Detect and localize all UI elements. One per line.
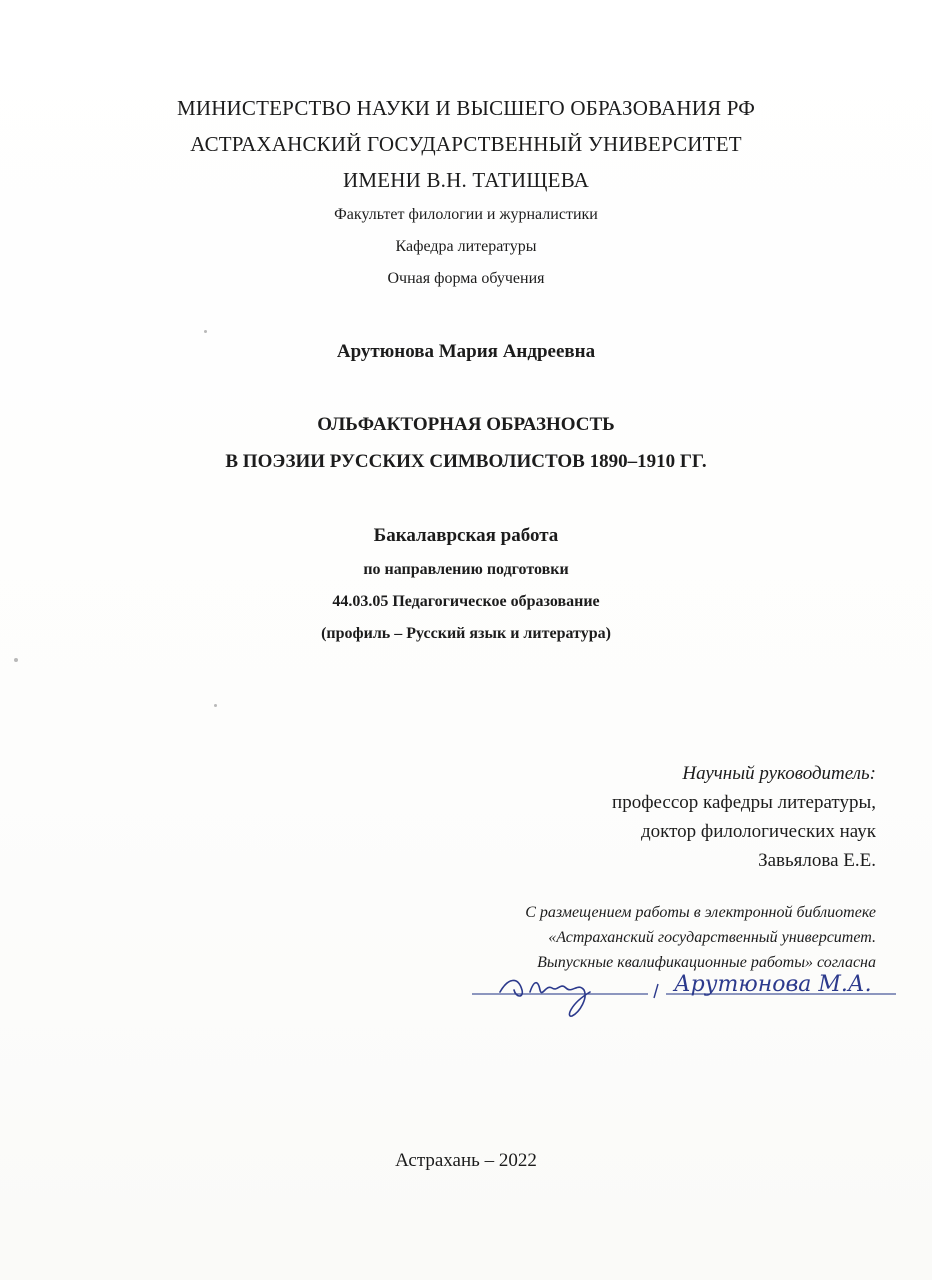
consent-line-2: «Астраханский государственный университет.	[548, 929, 876, 946]
supervisor-name: Завьялова Е.Е.	[758, 850, 876, 871]
profile-line: (профиль – Русский язык и литература)	[321, 625, 611, 642]
direction-code: 44.03.05 Педагогическое образование	[332, 593, 600, 610]
signature-handwriting: Арутюнова М.А.	[674, 972, 872, 997]
consent-line-3: Выпускные квалификационные работы» согласна	[537, 954, 876, 971]
city-year: Астрахань – 2022	[395, 1150, 537, 1171]
consent-line-1: С размещением работы в электронной библиотеке	[525, 904, 876, 921]
direction-label: по направлению подготовки	[363, 561, 569, 578]
supervisor-label: Научный руководитель:	[682, 763, 876, 784]
ministry-line: МИНИСТЕРСТВО НАУКИ И ВЫСШЕГО ОБРАЗОВАНИЯ РФ	[176, 96, 756, 120]
author-name: Арутюнова Мария Андреевна	[336, 341, 596, 362]
handwritten-signature	[460, 968, 900, 1020]
scan-speck	[14, 658, 18, 662]
supervisor-degree: доктор филологических наук	[640, 821, 876, 842]
scan-speck	[214, 704, 217, 707]
university-name-line: ИМЕНИ В.Н. ТАТИЩЕВА	[343, 168, 589, 192]
supervisor-position: профессор кафедры литературы,	[612, 792, 876, 813]
work-type: Бакалаврская работа	[373, 525, 559, 546]
thesis-title-line-1: ОЛЬФАКТОРНАЯ ОБРАЗНОСТЬ	[317, 414, 615, 435]
university-line: АСТРАХАНСКИЙ ГОСУДАРСТВЕННЫЙ УНИВЕРСИТЕТ	[190, 132, 742, 156]
thesis-title-line-2: В ПОЭЗИИ РУССКИХ СИМВОЛИСТОВ 1890–1910 ГГ.	[225, 451, 707, 472]
signature-drawing	[460, 968, 900, 1020]
department-line: Кафедра литературы	[395, 238, 537, 255]
faculty-line: Факультет филологии и журналистики	[334, 206, 598, 223]
scan-speck	[204, 330, 207, 333]
study-form-line: Очная форма обучения	[387, 270, 545, 287]
